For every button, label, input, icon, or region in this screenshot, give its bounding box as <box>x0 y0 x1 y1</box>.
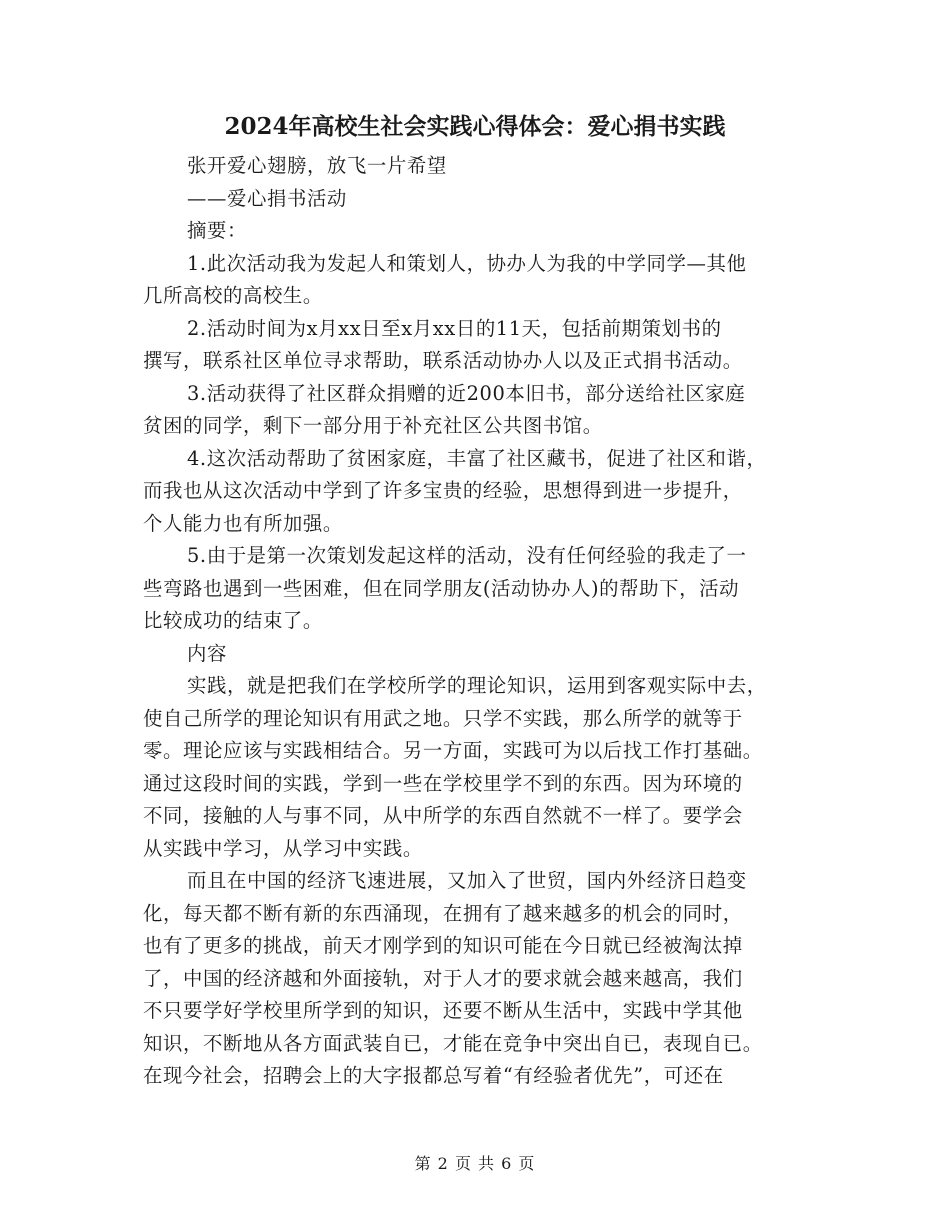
text-line: 贫困的同学，剩下一部分用于补充社区公共图书馆。 <box>143 414 603 437</box>
text-line: 2.活动时间为x月xx日至x月xx日的11天，包括前期策划书的 <box>187 316 722 340</box>
text-line: 比较成功的结束了。 <box>143 609 323 632</box>
document-title: 2024年高校生社会实践心得体会：爱心捐书实践 <box>224 113 726 140</box>
text-line: 通过这段时间的实践，学到一些在学校里学不到的东西。因为环境的 <box>143 771 743 795</box>
text-line: 1.此次活动我为发起人和策划人，协办人为我的中学同学—其他 <box>187 251 747 275</box>
text-line: 4.这次活动帮助了贫困家庭，丰富了社区藏书，促进了社区和谐， <box>187 446 767 470</box>
text-line: 内容 <box>187 641 227 665</box>
text-line: 化，每天都不断有新的东西涌现，在拥有了越来越多的机会的同时， <box>143 901 743 925</box>
text-line: 个人能力也有所加强。 <box>143 511 343 535</box>
text-line: 实践，就是把我们在学校所学的理论知识，运用到客观实际中去， <box>187 674 767 697</box>
text-line: 也有了更多的挑战，前天才刚学到的知识可能在今日就已经被淘汰掉 <box>143 934 743 957</box>
text-line: 不只要学好学校里所学到的知识，还要不断从生活中，实践中学其他 <box>143 999 743 1022</box>
text-line: 不同，接触的人与事不同，从中所学的东西自然就不一样了。要学会 <box>143 804 743 827</box>
text-line: 3.活动获得了社区群众捐赠的近200本旧书，部分送给社区家庭 <box>187 381 746 405</box>
text-line: 张开爱心翅膀，放飞一片希望 <box>187 154 447 177</box>
text-line: ——爱心捐书活动 <box>187 186 347 210</box>
text-line: 些弯路也遇到一些困难，但在同学朋友(活动协办人)的帮助下，活动 <box>143 576 740 600</box>
text-line: 5.由于是第一次策划发起这样的活动，没有任何经验的我走了一 <box>187 544 747 567</box>
text-line: 几所高校的高校生。 <box>143 284 323 307</box>
text-line: 了，中国的经济越和外面接轨，对于人才的要求就会越来越高，我们 <box>143 966 743 990</box>
text-line: 摘要： <box>187 219 247 242</box>
text-line: 在现今社会，招聘会上的大字报都总写着“有经验者优先”，可还在 <box>143 1064 724 1087</box>
text-line: 而我也从这次活动中学到了许多宝贵的经验，思想得到进一步提升， <box>143 479 743 502</box>
page-number: 第 2 页 共 6 页 <box>414 1154 536 1173</box>
document-body <box>143 150 803 1093</box>
text-line: 从实践中学习，从学习中实践。 <box>143 836 423 860</box>
text-line: 撰写，联系社区单位寻求帮助，联系活动协办人以及正式捐书活动。 <box>143 349 743 372</box>
text-line: 知识，不断地从各方面武装自已，才能在竞争中突出自已，表现自已。 <box>143 1031 763 1055</box>
text-line: 而且在中国的经济飞速进展，又加入了世贸，国内外经济日趋变 <box>187 869 747 892</box>
text-line: 使自己所学的理论知识有用武之地。只学不实践，那么所学的就等于 <box>143 706 743 730</box>
text-line: 零。理论应该与实践相结合。另一方面，实践可为以后找工作打基础。 <box>143 739 763 762</box>
